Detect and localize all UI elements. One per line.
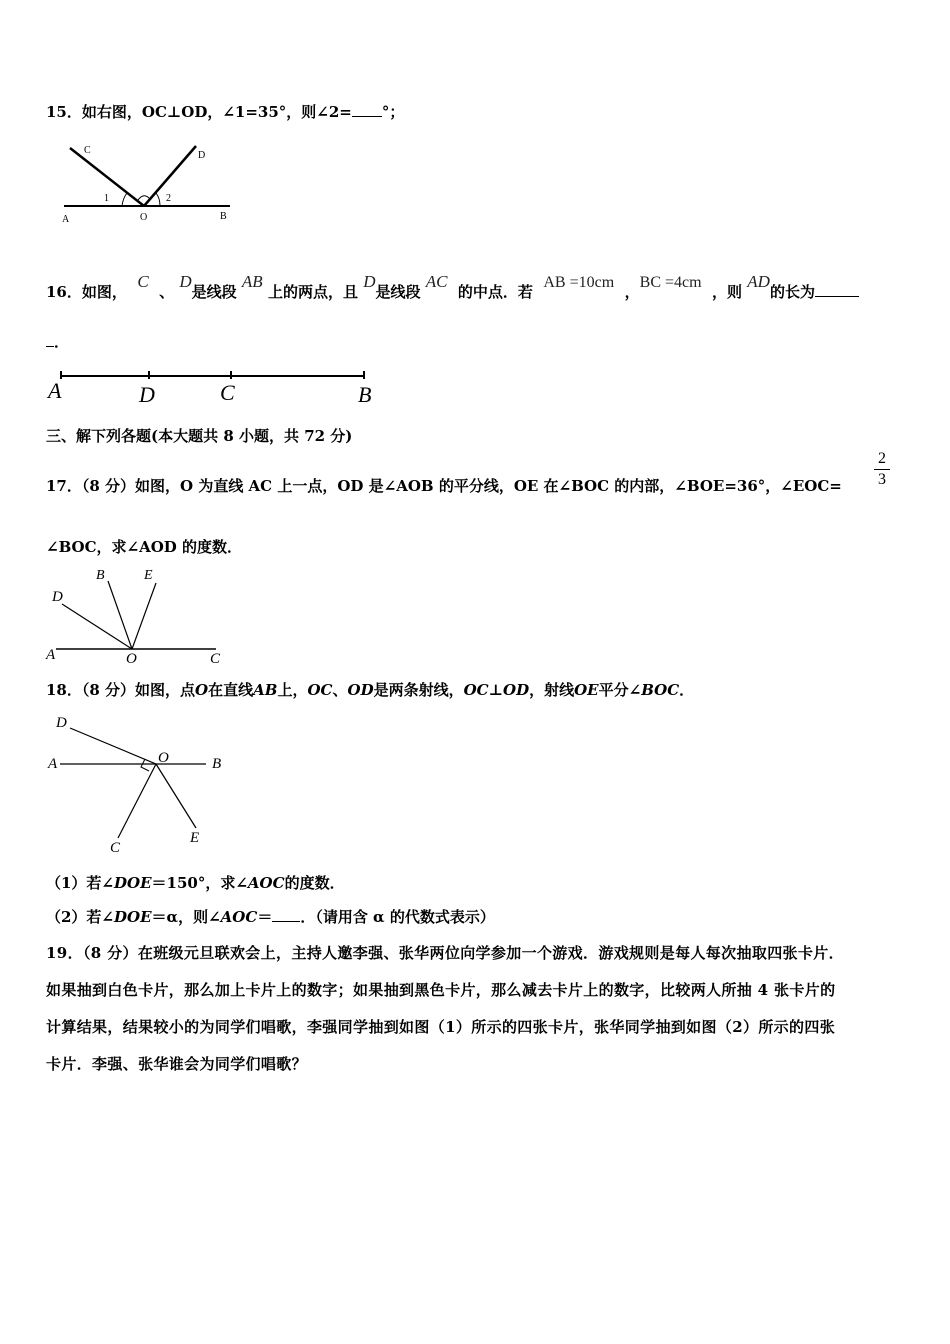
q15-label-o: O bbox=[140, 212, 148, 223]
q16-label-d: D bbox=[139, 382, 155, 407]
q18-sub2-answer-blank[interactable] bbox=[272, 907, 300, 922]
q19-number: 19． bbox=[46, 944, 83, 962]
q19-line1 bbox=[46, 943, 844, 963]
q18-sub1-aoc: AOC bbox=[247, 874, 285, 892]
q18-sub2-a: （2）若∠ bbox=[46, 908, 115, 926]
q15-label-2: 2 bbox=[166, 193, 171, 204]
q15-text bbox=[46, 102, 404, 122]
q18-label-c: C bbox=[110, 840, 121, 856]
q15-label-a: A bbox=[62, 214, 70, 225]
q16-text-cont bbox=[46, 332, 69, 352]
q16-var-d: D bbox=[179, 272, 192, 291]
q16-text-3: 上的两点，且 bbox=[267, 283, 358, 301]
q18-var-perp: OC⊥OD bbox=[463, 681, 530, 699]
q18-text bbox=[46, 680, 694, 700]
q17-label-e: E bbox=[144, 568, 153, 583]
q19-line4: 卡片．李强、张华谁会为同学们唱歌？ bbox=[46, 1055, 307, 1073]
q18-p5: 是两条射线， bbox=[373, 681, 464, 699]
q16-label-a: A bbox=[48, 378, 62, 403]
q15-text-a: 如右图，OC⊥OD，∠1=35°，则∠2= bbox=[81, 103, 352, 121]
section-heading: 三、解下列各题(本大题共 8 小题，共 72 分) bbox=[46, 427, 353, 445]
q17-label-a: A bbox=[46, 647, 56, 663]
q15-label-b: B bbox=[220, 211, 227, 222]
q16-var-d2: D bbox=[363, 272, 376, 291]
q16-answer-blank-cont[interactable] bbox=[46, 332, 54, 347]
q18-sub1-doe: DOE bbox=[114, 874, 152, 892]
q18-sub1-c: 的度数． bbox=[284, 874, 345, 892]
q16-var-ac: AC bbox=[425, 272, 448, 291]
q18-sub2 bbox=[46, 907, 495, 927]
q16-figure bbox=[46, 366, 386, 411]
q17-label-o: O bbox=[126, 651, 137, 667]
q16-text-1: 如图， bbox=[81, 283, 127, 301]
q17-figure bbox=[44, 566, 234, 666]
q19-line3: 计算结果，结果较小的为同学们唱歌，李强同学抽到如图（1）所示的四张卡片，张华同学抽到如图（2）所示的四张 bbox=[46, 1018, 836, 1036]
q18-p6: ，射线 bbox=[529, 681, 575, 699]
q18-var-boc: BOC bbox=[641, 681, 680, 699]
q17-frac-den: 3 bbox=[878, 471, 886, 488]
q16-answer-blank[interactable] bbox=[815, 282, 859, 297]
q18-sub2-b: ＝α，则∠ bbox=[151, 908, 221, 926]
q18-figure bbox=[46, 710, 236, 860]
q18-p4: 、 bbox=[332, 681, 348, 699]
q17-line1: （8 分）如图，O 为直线 AC 上一点，OD 是∠AOB 的平分线，OE 在∠BOC 的内部，∠BOE=36°，∠EOC= bbox=[81, 477, 842, 495]
q16-eq-bc: BC =4cm bbox=[639, 274, 702, 291]
q19-line2: 如果抽到白色卡片，那么加上卡片上的数字；如果抽到黑色卡片，那么减去卡片上的数字，比较两人所抽 4 张卡片的 bbox=[46, 981, 836, 999]
q18-sub1-a: （1）若∠ bbox=[46, 874, 115, 892]
q18-p7: 平分∠ bbox=[598, 681, 642, 699]
q18-sub2-aoc: AOC bbox=[220, 908, 258, 926]
q18-p1: （8 分）如图，点 bbox=[81, 681, 196, 699]
q16-text-6: ，则 bbox=[712, 283, 743, 301]
q18-label-a: A bbox=[48, 756, 58, 772]
q18-var-oe: OE bbox=[574, 681, 599, 699]
q15-text-b: °； bbox=[381, 103, 405, 121]
q16-number: 16． bbox=[46, 283, 82, 301]
q18-sub2-doe: DOE bbox=[114, 908, 152, 926]
q15-number: 15． bbox=[46, 103, 82, 121]
q18-var-od: OD bbox=[347, 681, 374, 699]
q18-sub1-b: ＝150°，求∠ bbox=[151, 874, 248, 892]
q18-label-d: D bbox=[56, 715, 67, 731]
q17-text-line2: ∠BOC，求∠AOD 的度数． bbox=[46, 538, 243, 556]
q18-label-b: B bbox=[212, 756, 222, 772]
q17-label-b: B bbox=[96, 568, 105, 583]
q15-label-1: 1 bbox=[104, 193, 109, 204]
q17-number: 17． bbox=[46, 477, 82, 495]
q18-var-ab: AB bbox=[253, 681, 278, 699]
q16-text-5: 的中点．若 bbox=[457, 283, 533, 301]
q16-sep: 、 bbox=[159, 283, 175, 301]
q15-label-d: D bbox=[198, 150, 206, 161]
q18-p3: 上， bbox=[277, 681, 308, 699]
q18-label-e: E bbox=[190, 830, 200, 846]
q15-label-c: C bbox=[84, 145, 91, 156]
q18-number: 18． bbox=[46, 681, 82, 699]
q18-var-oc: OC bbox=[307, 681, 333, 699]
q16-text-7: 的长为 bbox=[769, 283, 815, 301]
q16-label-c: C bbox=[220, 380, 235, 405]
q16-var-c: C bbox=[137, 272, 149, 291]
q18-sub1 bbox=[46, 873, 345, 893]
q18-sub2-d: ．（请用含 α 的代数式表示） bbox=[300, 908, 495, 926]
q17-frac-num: 2 bbox=[878, 450, 886, 467]
q18-p2: 在直线 bbox=[208, 681, 254, 699]
q18-p8: ． bbox=[679, 681, 695, 699]
q16-var-ab: AB bbox=[241, 272, 263, 291]
q18-label-o: O bbox=[158, 750, 169, 766]
q16-text-2: 是线段 bbox=[191, 283, 237, 301]
q16-var-ad: AD bbox=[747, 272, 770, 291]
q17-label-c: C bbox=[210, 651, 221, 667]
q16-text-4: 是线段 bbox=[375, 283, 421, 301]
q18-sub2-c: ＝ bbox=[257, 908, 273, 926]
q17-text-line1 bbox=[46, 476, 842, 496]
q17-frac-bar bbox=[874, 469, 890, 470]
q16-text bbox=[46, 272, 859, 303]
q16-end: ． bbox=[54, 333, 70, 351]
q16-comma: ， bbox=[624, 283, 640, 301]
q19-l1: （8 分）在班级元旦联欢会上，主持人邀李强、张华两位向学参加一个游戏．游戏规则是每人每次抽取四张卡片． bbox=[82, 944, 844, 962]
q17-label-d: D bbox=[52, 589, 63, 605]
q15-figure bbox=[60, 140, 240, 230]
q15-answer-blank[interactable] bbox=[352, 102, 382, 117]
q18-var-o: O bbox=[195, 681, 209, 699]
q17-fraction bbox=[874, 450, 890, 489]
q16-label-b: B bbox=[358, 382, 372, 407]
q16-eq-ab: AB =10cm bbox=[543, 274, 615, 291]
